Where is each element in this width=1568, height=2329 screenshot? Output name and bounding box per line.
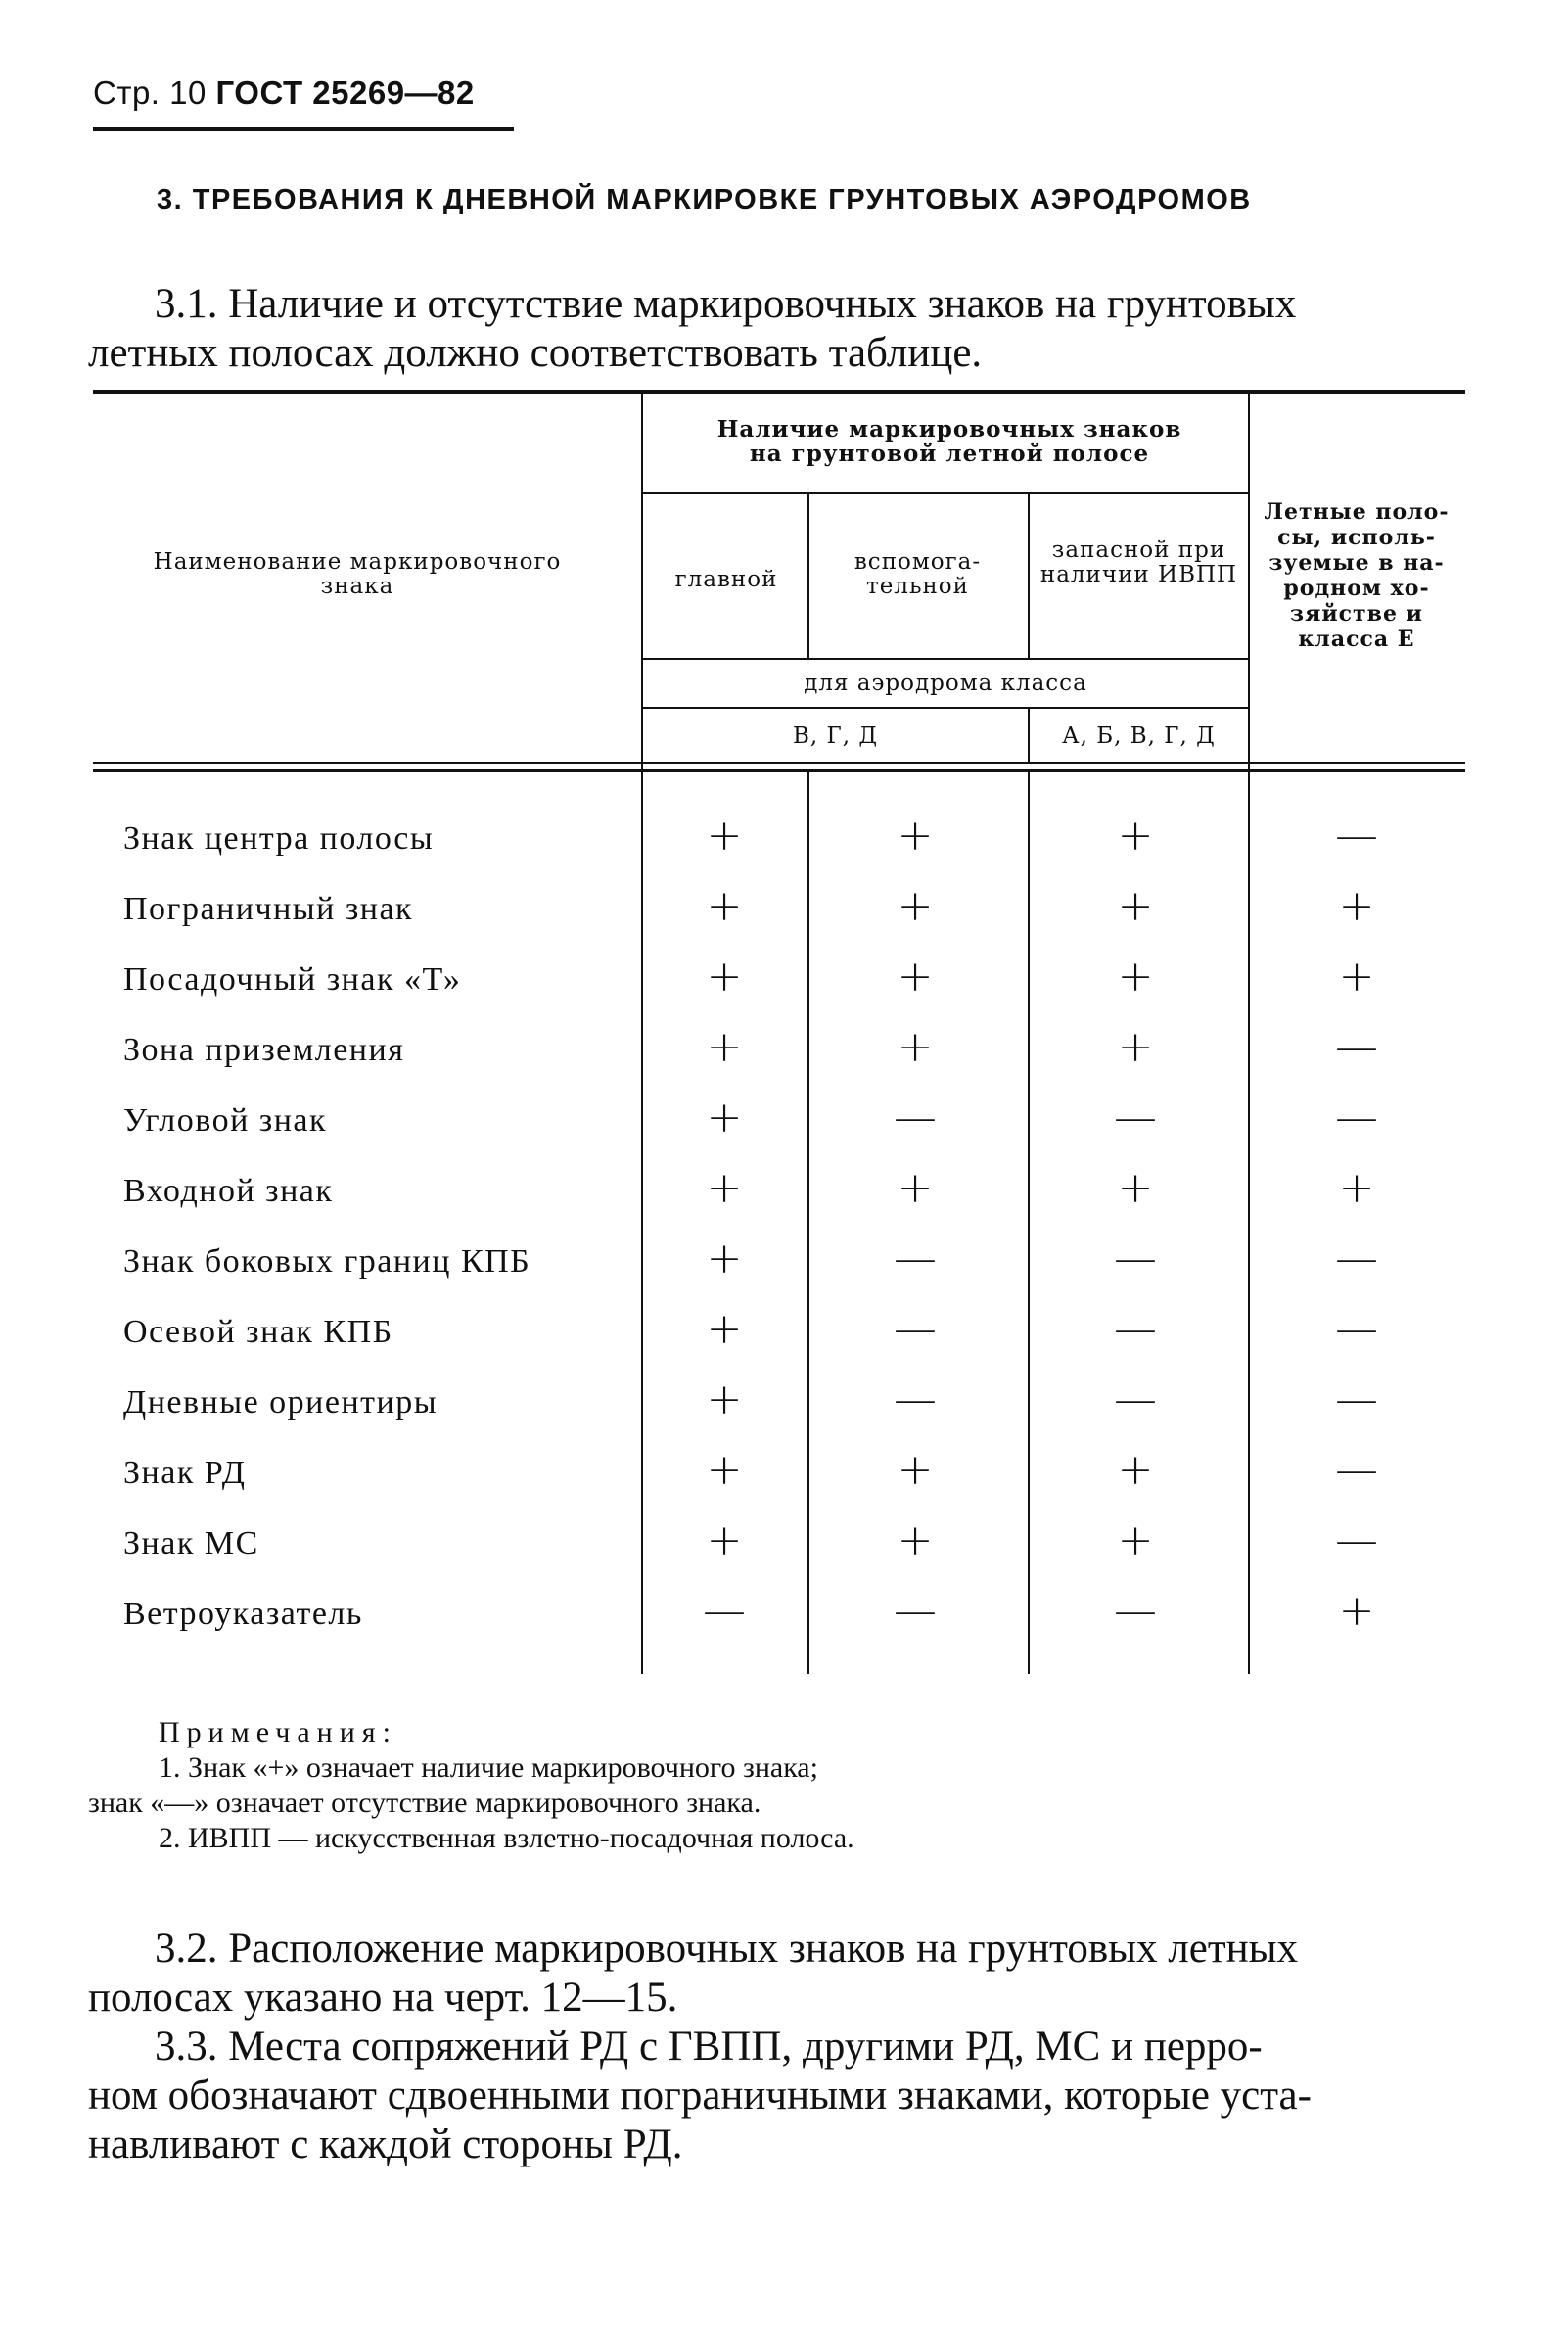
row-name: Осевой знак КПБ <box>123 1314 393 1350</box>
row-mark-c3: — <box>1114 1374 1157 1424</box>
row-name: Посадочный знак «Т» <box>123 961 462 998</box>
para-3-2-line-1: 3.2. Расположение маркировочных знаков на грунтовых летных <box>155 1926 1299 1972</box>
row-mark-c2: + <box>897 1515 934 1565</box>
class-header: для аэродрома класса <box>804 671 1087 696</box>
row-name: Знак МС <box>123 1525 259 1561</box>
row-mark-c4: — <box>1335 1374 1378 1424</box>
row-name: Знак РД <box>123 1455 247 1491</box>
subheader-auxiliary: вспомога-тельной <box>853 549 982 599</box>
row-mark-c1: + <box>706 952 743 1001</box>
header-bottom-rule-1 <box>93 762 1465 764</box>
header-bottom-rule-2 <box>93 769 1465 772</box>
row-mark-c1: + <box>706 811 743 861</box>
paragraph-line <box>88 2023 1470 2072</box>
row-mark-c2: — <box>894 1374 937 1424</box>
row-mark-c4: — <box>1335 1022 1378 1072</box>
row-name: Ветроуказатель <box>123 1596 363 1632</box>
row-name: Входной знак <box>123 1173 334 1209</box>
group-header-rule <box>643 492 1248 494</box>
class-group-a: В, Г, Д <box>792 723 879 749</box>
row-mark-c3: + <box>1117 811 1154 861</box>
row-mark-c1: + <box>706 1515 743 1565</box>
row-mark-c3: + <box>1117 1445 1154 1495</box>
row-mark-c4: + <box>1338 1163 1375 1213</box>
paragraph-line <box>88 1925 1470 1974</box>
table-vline-2 <box>807 494 809 658</box>
note-1: 1. Знак «+» означает наличие маркировочного знака; <box>159 1751 818 1784</box>
notes-title: Примечания: <box>159 1716 397 1748</box>
note-1-continued: знак «—» означает отсутствие маркировочного знака. <box>88 1787 761 1819</box>
row-mark-c4: + <box>1338 881 1375 931</box>
col-header-national-economy: Летные поло-сы, исполь-зуемые в на-родном хо-зяйстве и класса Е <box>1264 499 1450 652</box>
row-mark-c2: + <box>897 952 934 1001</box>
row-mark-c1: + <box>706 881 743 931</box>
row-name: Угловой знак <box>123 1102 328 1139</box>
row-mark-c4: — <box>1335 1093 1378 1142</box>
row-mark-c1: + <box>706 1093 743 1142</box>
row-name: Знак центра полосы <box>123 820 435 857</box>
col-header-name: Наименование маркировочного знака <box>153 549 562 599</box>
table-vline-2b <box>807 772 809 1674</box>
row-mark-c1: + <box>706 1304 743 1354</box>
row-mark-c2: — <box>894 1586 937 1636</box>
row-mark-c4: + <box>1338 952 1375 1001</box>
class-group-b: А, Б, В, Г, Д <box>1062 723 1216 749</box>
subheader-reserve: запасной при наличии ИВПП <box>1039 537 1238 587</box>
row-mark-c2: — <box>894 1234 937 1283</box>
row-mark-c1: + <box>706 1374 743 1424</box>
row-name: Пограничный знак <box>123 891 414 927</box>
row-mark-c4: — <box>1335 1515 1378 1565</box>
row-mark-c4: — <box>1335 1304 1378 1354</box>
row-mark-c4: + <box>1338 1586 1375 1636</box>
row-mark-c4: — <box>1335 1445 1378 1495</box>
table-notes <box>88 1715 1165 1856</box>
row-mark-c1: + <box>706 1445 743 1495</box>
row-mark-c2: + <box>897 1022 934 1072</box>
row-mark-c2: — <box>894 1304 937 1354</box>
row-name: Знак боковых границ КПБ <box>123 1243 531 1280</box>
subheader-rule <box>643 658 1248 660</box>
row-mark-c4: — <box>1335 811 1378 861</box>
row-mark-c1: + <box>706 1234 743 1283</box>
row-mark-c1: + <box>706 1163 743 1213</box>
group-header: Наличие маркировочных знаков на грунтовой летной полосе <box>716 416 1182 467</box>
row-name: Дневные ориентиры <box>123 1384 438 1421</box>
section-title: 3. ТРЕБОВАНИЯ К ДНЕВНОЙ МАРКИРОВКЕ ГРУНТОВЫХ АЭРОДРОМОВ <box>157 184 1252 215</box>
row-mark-c2: + <box>897 811 934 861</box>
table-top-rule <box>93 390 1465 394</box>
standard-code: ГОСТ 25269—82 <box>215 74 475 111</box>
row-mark-c3: + <box>1117 952 1154 1001</box>
row-mark-c2: + <box>897 1163 934 1213</box>
row-mark-c3: + <box>1117 1022 1154 1072</box>
row-name: Зона приземления <box>123 1032 405 1068</box>
page-number: Стр. 10 <box>93 74 207 111</box>
paragraph-line: полосах указано на черт. 12—15. <box>88 1975 678 2021</box>
paragraph-3-3 <box>88 2023 1470 2169</box>
table-vline-4 <box>1248 394 1250 1674</box>
row-mark-c2: — <box>894 1093 937 1142</box>
row-mark-c3: — <box>1114 1093 1157 1142</box>
class-header-rule <box>643 707 1248 709</box>
row-mark-c3: — <box>1114 1304 1157 1354</box>
table-vline-3c <box>1028 772 1030 1674</box>
row-mark-c3: + <box>1117 1163 1154 1213</box>
row-mark-c1: + <box>706 1022 743 1072</box>
row-mark-c2: + <box>897 1445 934 1495</box>
subheader-main: главной <box>674 567 778 592</box>
row-mark-c2: + <box>897 881 934 931</box>
paragraph-line: ном обозначают сдвоенными пограничными знаками, которые уста- <box>88 2073 1312 2119</box>
row-mark-c1: — <box>703 1586 746 1636</box>
paragraph-3-2 <box>88 1925 1470 2023</box>
para-3-3-line-1: 3.3. Места сопряжений РД с ГВПП, другими РД, МС и перро- <box>155 2024 1263 2070</box>
paragraph-line: навливают с каждой стороны РД. <box>88 2121 683 2167</box>
row-mark-c3: — <box>1114 1234 1157 1283</box>
table-vline-1 <box>641 394 643 1674</box>
para-3-1-line-1: 3.1. Наличие и отсутствие маркировочных знаков на грунтовых <box>155 281 1297 327</box>
note-2: 2. ИВПП — искусственная взлетно-посадочная полоса. <box>159 1822 854 1854</box>
row-mark-c4: — <box>1335 1234 1378 1283</box>
row-mark-c3: + <box>1117 1515 1154 1565</box>
table-vline-3 <box>1028 494 1030 658</box>
row-mark-c3: + <box>1117 881 1154 931</box>
row-mark-c3: — <box>1114 1586 1157 1636</box>
paragraph-line: летных полосах должно соответствовать таблице. <box>88 330 983 376</box>
